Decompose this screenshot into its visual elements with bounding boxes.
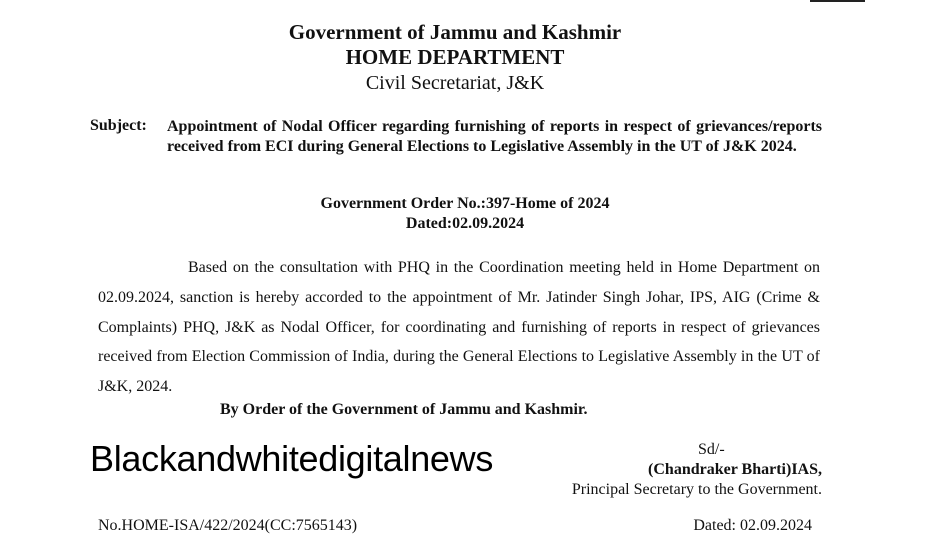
reference-date: Dated: 02.09.2024	[693, 517, 812, 534]
order-number: Government Order No.:397-Home of 2024	[320, 195, 610, 212]
page-edge-mark	[810, 0, 865, 2]
watermark-text: Blackandwhitedigitalnews	[90, 438, 494, 479]
by-order-line: By Order of the Government of Jammu and Kashmir.	[220, 401, 588, 418]
signatory-name: (Chandraker Bharti)IAS,	[648, 461, 822, 478]
order-paragraph: Based on the consultation with PHQ in the Coordination meeting held in Home Department on 02.09.2024, sanction is hereby accorded to the appointment of Mr. Jatinder Singh Johar, IPS, AIG (Crime & Complaints) PHQ, J&K as Nodal Officer, for coordinating and furnishing of reports in respect of grievances received from Election Commission of India, during the General Elections to Legislative Assembly in the UT of J&K, 2024.	[98, 259, 820, 396]
department-heading: HOME DEPARTMENT	[345, 45, 565, 69]
subject-label: Subject:	[90, 117, 147, 134]
subject-text: Appointment of Nodal Officer regarding furnishing of reports in respect of grievances/reports received from ECI during General Elections to Legislative Assembly in the UT of J&K 2024.	[167, 118, 822, 155]
order-date: Dated:02.09.2024	[405, 215, 525, 232]
government-heading: Government of Jammu and Kashmir	[288, 20, 622, 44]
signatory-title: Principal Secretary to the Government.	[571, 481, 822, 498]
reference-number: No.HOME-ISA/422/2024(CC:7565143)	[98, 517, 358, 534]
secretariat-heading: Civil Secretariat, J&K	[365, 72, 545, 94]
signature-sd: Sd/-	[698, 441, 725, 458]
